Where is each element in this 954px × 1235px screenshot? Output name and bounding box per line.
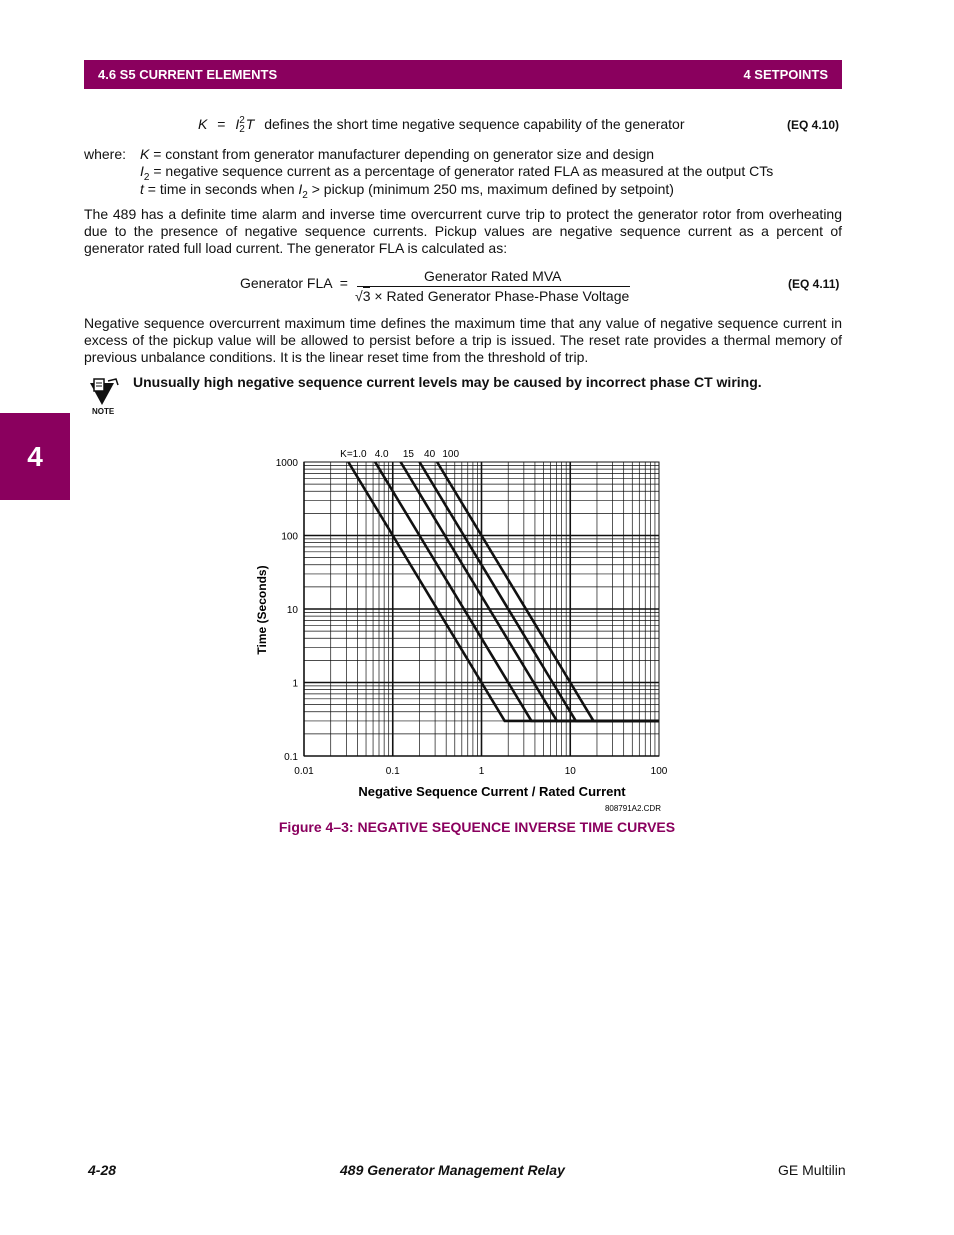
x-axis-label: Negative Sequence Current / Rated Current [358, 784, 626, 799]
eq-fla-lhs: Generator FLA = [240, 275, 348, 291]
equation-4-10: K = I 2 2 T defines the short time negative sequence capability of the generator [198, 115, 685, 135]
where-line-k: K = constant from generator manufacturer depending on generator size and design [140, 146, 655, 162]
curve-label: 15 [402, 449, 414, 460]
note-icon [86, 377, 122, 409]
page-header [84, 60, 842, 89]
footer-company: GE Multilin [778, 1162, 846, 1178]
y-axis-label: Time (Seconds) [255, 565, 269, 655]
fraction-bar [357, 286, 630, 287]
equation-number-4-10: (EQ 4.10) [787, 118, 840, 132]
inverse-time-chart [240, 440, 700, 820]
equation-number-4-11: (EQ 4.11) [788, 277, 840, 291]
eq-t-var: T [245, 116, 255, 132]
chart-grid [304, 462, 659, 756]
footer-product-name: 489 Generator Management Relay [340, 1162, 565, 1178]
y-tick-label: 1000 [275, 458, 298, 469]
chart-labels [276, 449, 668, 777]
x-tick-label: 10 [564, 766, 576, 777]
eq-fla-denominator: √3 × Rated Generator Phase-Phase Voltage [355, 288, 630, 304]
note-label: NOTE [92, 407, 115, 416]
header-section-title: 4.6 S5 CURRENT ELEMENTS [98, 67, 278, 82]
sqrt-icon: √ [355, 288, 363, 304]
eq-i-sub: 2 [239, 124, 245, 135]
y-tick-label: 100 [281, 531, 298, 543]
y-tick-label: 0.1 [284, 752, 298, 763]
figure-caption: Figure 4–3: NEGATIVE SEQUENCE INVERSE TIME CURVES [278, 819, 676, 835]
x-tick-label: 0.1 [385, 766, 400, 777]
note-text: Unusually high negative sequence current levels may be caused by incorrect phase CT wiring. [133, 374, 762, 390]
x-tick-label: 1 [478, 766, 485, 777]
where-line-t: t = time in seconds when $I_2$ > pickup (minimum 250 ms, maximum defined by setpoint) [140, 181, 674, 201]
paragraph-alarm-description: The 489 has a definite time alarm and inverse time overcurrent curve trip to protect the generator rotor from overheating due to the presence of negative sequence currents. Pickup values are negative sequence current as a percent of generator rated full load current. The generator FLA is calculated as: [84, 206, 842, 256]
eq-i-sup: 2 [239, 115, 245, 126]
where-line-i2: $I_2$ = negative sequence current as a percentage of generator rated FLA as measured at the output CTs [140, 163, 774, 183]
x-tick-label: 0.01 [294, 766, 314, 777]
eq-equals: = [217, 116, 226, 132]
y-tick-label: 10 [286, 605, 298, 616]
eq-fla-numerator: Generator Rated MVA [424, 268, 562, 284]
paragraph-max-time: Negative sequence overcurrent maximum time defines the maximum time that any value of negative sequence current in excess of the pickup value will be allowed to persist before a trip is issued. The reset rate provides a thermal memory of previous unbalance conditions. It is the linear reset time from the threshold of trip. [84, 315, 842, 365]
eq-k-var: K [198, 116, 208, 132]
curve-label: 40 [424, 449, 436, 460]
where-label: where: [84, 146, 127, 162]
header-chapter-title: 4 SETPOINTS [743, 67, 828, 82]
eq-description: defines the short time negative sequence capability of the generator [264, 116, 685, 132]
footer-page-number: 4-28 [88, 1162, 117, 1178]
curve-label: K=1.0 [340, 449, 367, 460]
y-tick-label: 1 [292, 678, 298, 690]
curve-label: 100 [442, 449, 460, 460]
x-tick-label: 100 [650, 766, 668, 777]
curve-label: 4.0 [374, 449, 389, 460]
figure-code: 808791A2.CDR [604, 804, 661, 813]
chapter-tab: 4 [0, 413, 70, 500]
